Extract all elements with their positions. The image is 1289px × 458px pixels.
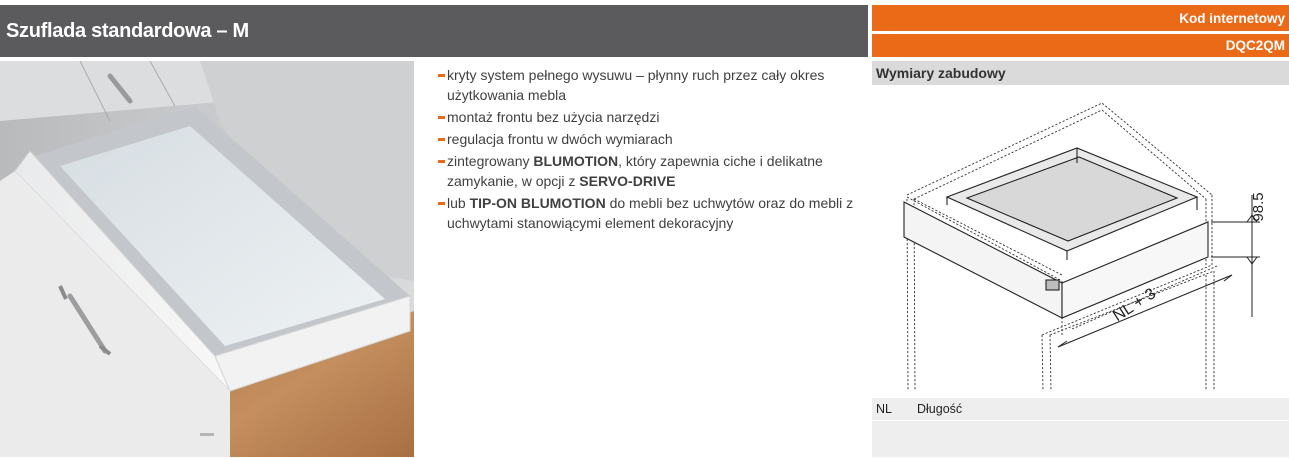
feature-item (438, 129, 858, 149)
feature-emphasis: BLUMOTION (533, 152, 619, 169)
bullet-dash-icon (438, 202, 445, 205)
height-dimension-label: 98.5 (1250, 192, 1267, 222)
feature-item (438, 65, 858, 106)
code-value: DQC2QM (872, 34, 1289, 57)
feature-text: zintegrowany (447, 152, 534, 169)
legend-row (872, 398, 1289, 421)
feature-item (438, 107, 858, 127)
bullet-dash-icon (438, 74, 445, 77)
feature-list (438, 65, 858, 235)
feature-text: do mebli bez uchwytów oraz do mebli z uchwytami stanowiącymi element dekoracyjny (447, 194, 854, 232)
feature-text: , który zapewnia ciche i delikatne zamykanie, w opcji z (447, 152, 823, 189)
length-dimension-label: NL + 3 (1110, 285, 1159, 326)
feature-emphasis: SERVO-DRIVE (579, 172, 676, 189)
feature-text: montaż frontu bez użycia narzędzi (447, 109, 660, 126)
code-label: Kod internetowy (872, 5, 1289, 31)
legend-value: Długość (917, 402, 963, 416)
product-photo (0, 61, 414, 457)
bullet-dash-icon (438, 138, 445, 141)
feature-item (438, 193, 858, 234)
feature-emphasis: TIP-ON BLUMOTION (469, 194, 606, 211)
dimensions-panel (872, 61, 1289, 457)
bullet-dash-icon (438, 116, 445, 119)
dimension-drawing (872, 85, 1289, 398)
feature-text: kryty system pełnego wysuwu – płynny ruch przez cały okres użytkowania mebla (447, 67, 825, 104)
product-code-block (872, 5, 1289, 57)
dimension-diagram (872, 85, 1289, 398)
dimensions-title: Wymiary zabudowy (876, 65, 1006, 81)
feature-text: lub (447, 194, 470, 211)
page-title: Szuflada standardowa – M (6, 20, 249, 42)
legend-key: NL (876, 402, 892, 416)
title-bar (0, 5, 868, 57)
dimensions-header (872, 61, 1289, 85)
feature-text: regulacja frontu w dwóch wymiarach (447, 130, 673, 147)
bullet-dash-icon (438, 160, 445, 163)
feature-item (438, 151, 858, 192)
drawer-photo-illustration (0, 61, 414, 457)
